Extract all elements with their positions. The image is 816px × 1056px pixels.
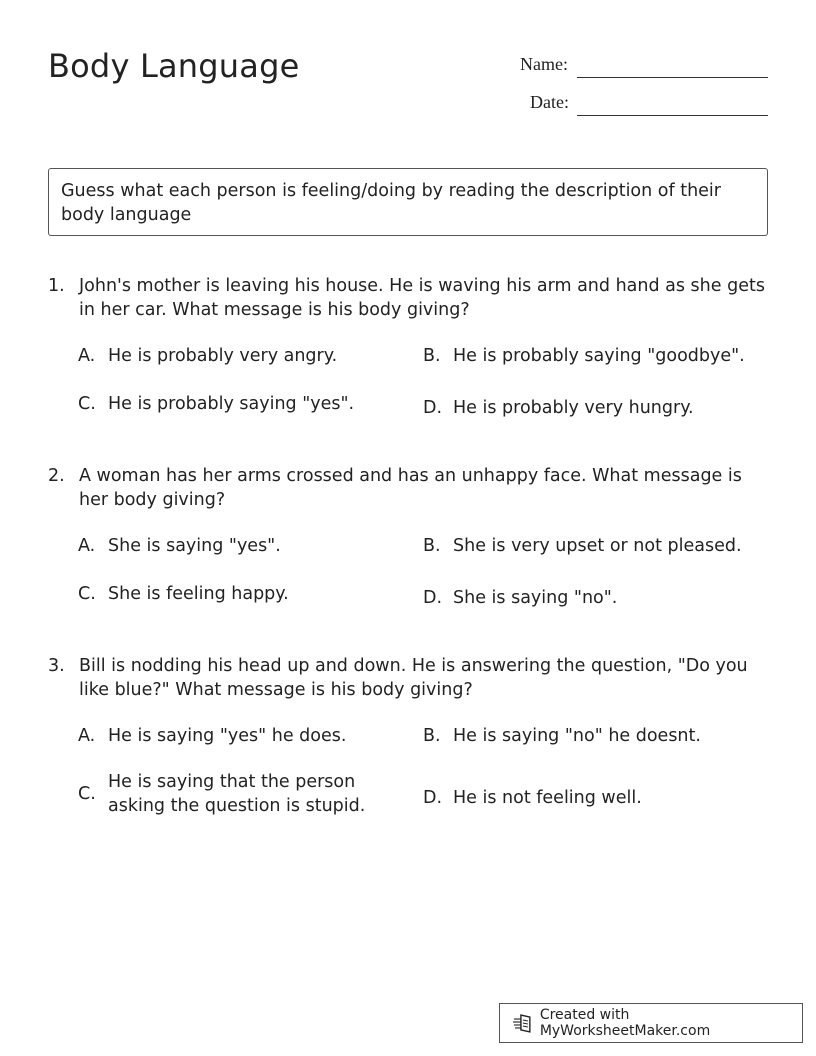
option-text: He is saying that the person asking the question is stupid. xyxy=(108,772,366,816)
page-title: Body Language xyxy=(48,47,300,85)
option-text: He is not feeling well. xyxy=(453,788,642,808)
option-letter: D. xyxy=(423,788,443,808)
option-text: He is probably very hungry. xyxy=(453,398,694,418)
question-text: Bill is nodding his head up and down. He is answering the question, "Do you like blue?" What message is his body giving? xyxy=(79,656,748,700)
option-letter: B. xyxy=(423,726,441,746)
instructions-box: Guess what each person is feeling/doing by reading the description of their body language xyxy=(48,168,768,236)
option-text: He is saying "yes" he does. xyxy=(108,726,347,746)
option-letter: A. xyxy=(78,726,96,746)
question-number: 1. xyxy=(48,276,65,296)
option-letter: B. xyxy=(423,536,441,556)
name-label: Name: xyxy=(520,54,568,74)
option-letter: D. xyxy=(423,398,443,418)
worksheet-maker-logo-icon xyxy=(512,1012,534,1034)
footer-text: Created with MyWorksheetMaker.com xyxy=(539,1007,711,1039)
option-letter: A. xyxy=(78,536,96,556)
option-letter: C. xyxy=(78,394,96,414)
option-text: He is probably saying "yes". xyxy=(108,394,355,414)
question-text: A woman has her arms crossed and has an unhappy face. What message is her body giving? xyxy=(79,466,742,510)
question-text: John's mother is leaving his house. He is waving his arm and hand as she gets in her car. What message is his body giving? xyxy=(79,276,765,320)
question-number: 3. xyxy=(48,656,65,676)
date-line[interactable] xyxy=(577,114,768,116)
footer-credit[interactable] xyxy=(499,1003,803,1043)
option-text: He is probably very angry. xyxy=(108,346,338,366)
option-text: She is saying "yes". xyxy=(108,536,281,556)
option-letter: B. xyxy=(423,346,441,366)
question-number: 2. xyxy=(48,466,65,486)
option-letter: A. xyxy=(78,346,96,366)
date-label: Date: xyxy=(530,92,569,112)
option-text: He is probably saying "goodbye". xyxy=(453,346,745,366)
option-letter: C. xyxy=(78,584,96,604)
option-text: He is saying "no" he doesnt. xyxy=(453,726,701,746)
option-text: She is saying "no". xyxy=(453,588,618,608)
option-text: She is very upset or not pleased. xyxy=(453,536,742,556)
name-line[interactable] xyxy=(577,76,768,78)
option-text: She is feeling happy. xyxy=(108,584,289,604)
option-letter: C. xyxy=(78,784,96,804)
option-letter: D. xyxy=(423,588,443,608)
